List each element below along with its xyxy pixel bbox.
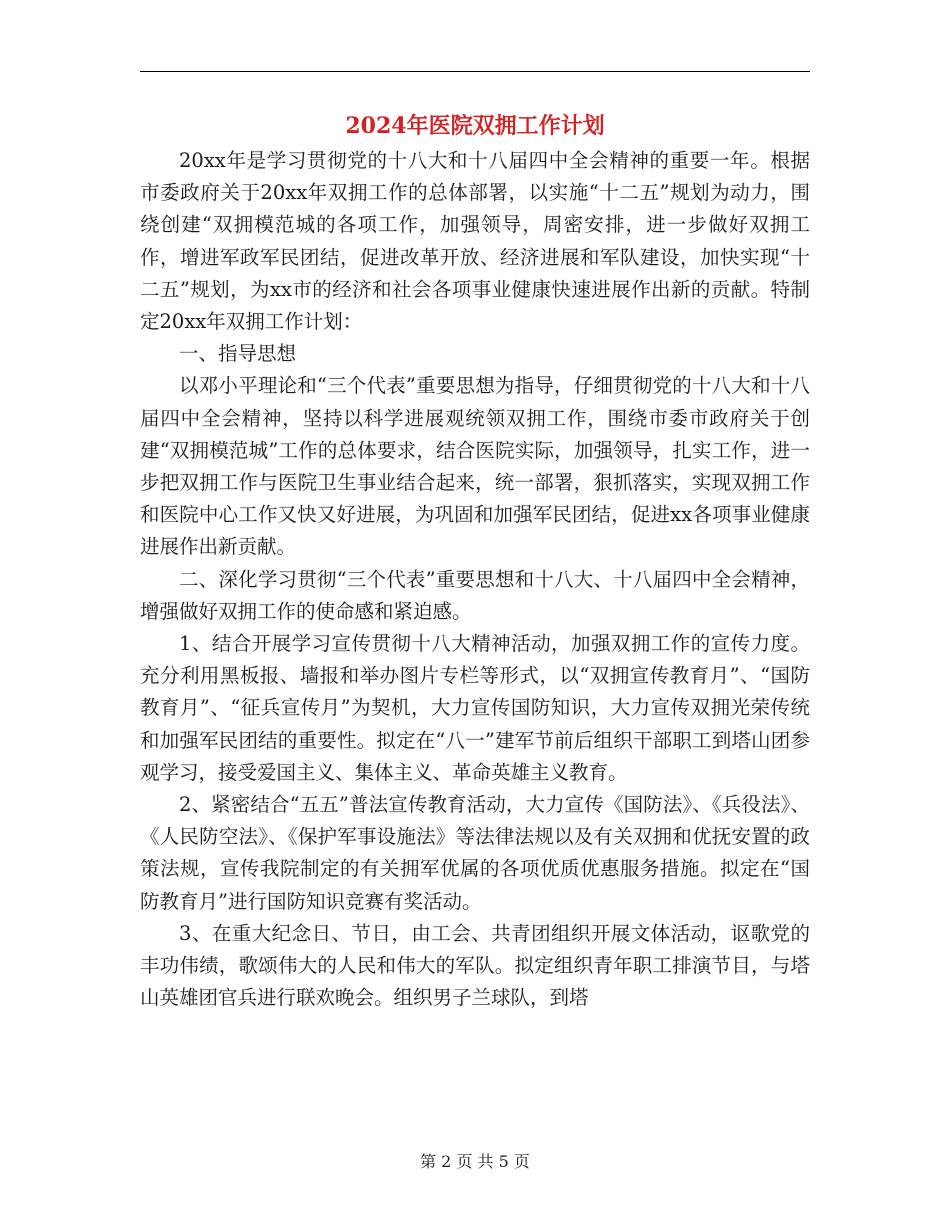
paragraph-intro: 20xx年是学习贯彻党的十八大和十八届四中全会精神的重要一年。根据市委政府关于20xx年双拥工作的总体部署，以实施“十二五”规划为动力，围绕创建“双拥模范城的各项工作，加强领导，周密安排，进一步做好双拥工作，增进军政军民团结，促进改革开放、经济进展和军队建设，加快实现“十二五”规划，为xx市的经济和社会各项事业健康快速进展作出新的贡献。特制定20xx年双拥工作计划： (140, 149, 810, 334)
document-body (140, 145, 810, 1014)
paragraph-guiding-ideology: 以邓小平理论和“三个代表”重要思想为指导，仔细贯彻党的十八大和十八届四中全会精神，坚持以科学进展观统领双拥工作，围绕市委市政府关于创建“双拥模范城”工作的总体要求，结合医院实际，加强领导，扎实工作，进一步把双拥工作与医院卫生事业结合起来，统一部署，狠抓落实，实现双拥工作和医院中心工作又快又好进展，为巩固和加强军民团结，促进xx各项事业健康进展作出新贡献。 (140, 374, 810, 559)
header-rule (140, 71, 810, 72)
heading-section-two: 二、深化学习贯彻“三个代表”重要思想和十八大、十八届四中全会精神，增强做好双拥工作的使命感和紧迫感。 (140, 567, 810, 623)
heading-guiding-ideology: 一、指导思想 (179, 342, 297, 366)
paragraph-item-2: 2、紧密结合“五五”普法宣传教育活动，大力宣传《国防法》、《兵役法》、《人民防空法》、《保护军事设施法》等法律法规以及有关双拥和优抚安置的政策法规，宣传我院制定的有关拥军优属的各项优质优惠服务措施。拟定在“国防教育月”进行国防知识竞赛有奖活动。 (140, 793, 810, 913)
page-number-footer: 第 2 页 共 5 页 (420, 1152, 530, 1171)
paragraph-item-3: 3、在重大纪念日、节日，由工会、共青团组织开展文体活动，讴歌党的丰功伟绩，歌颂伟大的人民和伟大的军队。拟定组织青年职工排演节目，与塔山英雄团官兵进行联欢晚会。组织男子兰球队，到塔 (140, 921, 810, 1010)
document-title: 2024年医院双拥工作计划 (345, 113, 605, 139)
paragraph-item-1: 1、结合开展学习宣传贯彻十八大精神活动，加强双拥工作的宣传力度。充分利用黑板报、墙报和举办图片专栏等形式，以“双拥宣传教育月”、“国防教育月”、“征兵宣传月”为契机，大力宣传国防知识，大力宣传双拥光荣传统和加强军民团结的重要性。拟定在“八一”建军节前后组织干部职工到塔山团参观学习，接受爱国主义、集体主义、革命英雄主义教育。 (140, 632, 810, 784)
